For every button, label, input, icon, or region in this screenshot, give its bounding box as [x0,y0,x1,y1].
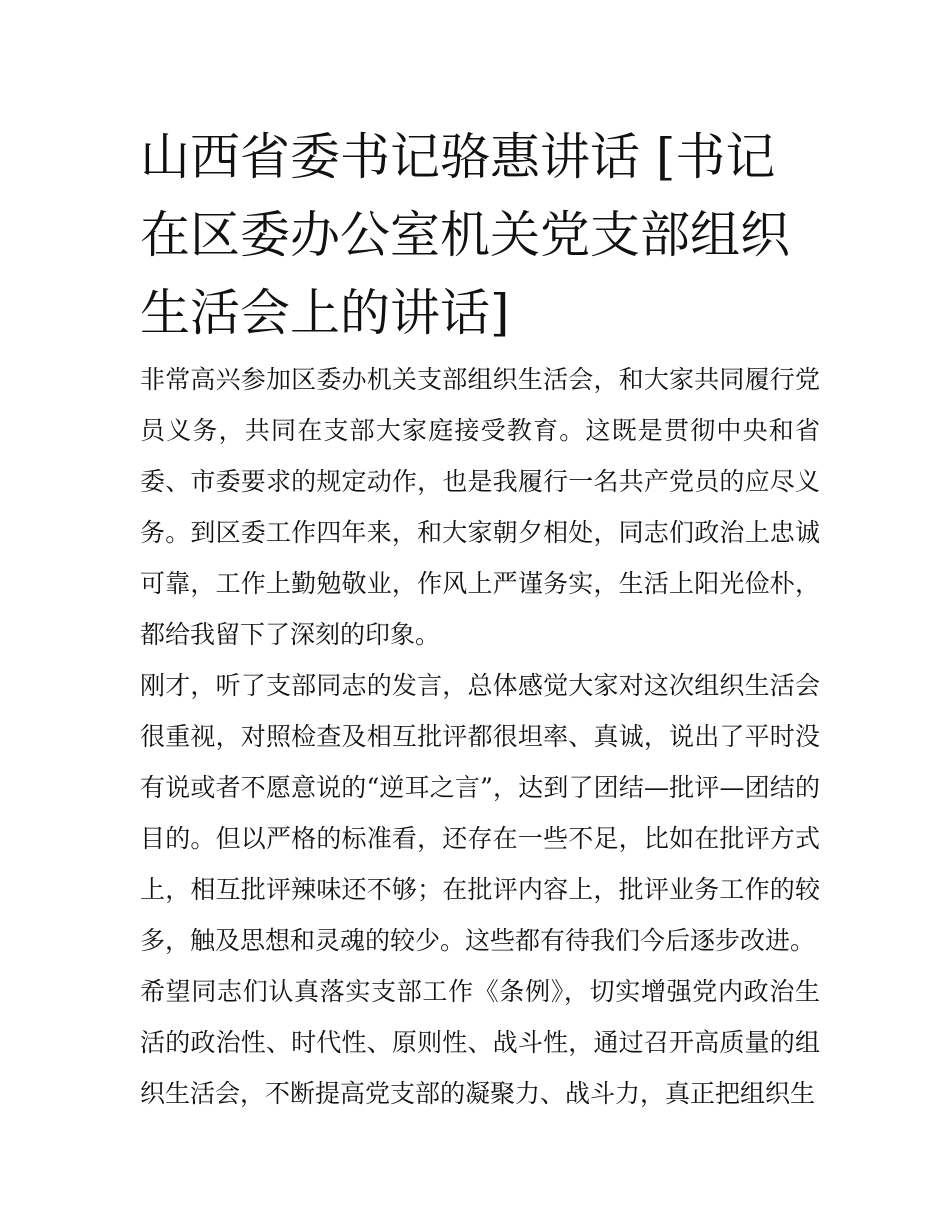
paragraph-3: 希望同志们认真落实支部工作《条例》，切实增强党内政治生活的政治性、时代性、原则性、战斗性，通过召开高质量的组织生活会，不断提高党支部的凝聚力、战斗力，真正把组织生 [140,977,820,1108]
paragraph-1: 非常高兴参加区委办机关支部组织生活会，和大家共同履行党员义务，共同在支部大家庭接受教育。这既是贯彻中央和省委、市委要求的规定动作，也是我履行一名共产党员的应尽义务。到区委工作四年来，和大家朝夕相处，同志们政治上忠诚可靠，工作上勤勉敬业，作风上严谨务实，生活上阳光俭朴，都给我留下了深刻的印象。 [140,365,820,649]
document-body [140,354,820,1119]
document-title: 山西省委书记骆惠讲话 [书记在区委办公室机关党支部组织生活会上的讲话] [140,128,790,342]
paragraph-2: 刚才，听了支部同志的发言，总体感觉大家对这次组织生活会很重视，对照检查及相互批评都很坦率、真诚，说出了平时没有说或者不愿意说的“逆耳之言”，达到了团结—批评—团结的目的。但以严格的标准看，还存在一些不足，比如在批评方式上，相互批评辣味还不够；在批评内容上，批评业务工作的较多，触及思想和灵魂的较少。这些都有待我们今后逐步改进。 [140,671,820,955]
